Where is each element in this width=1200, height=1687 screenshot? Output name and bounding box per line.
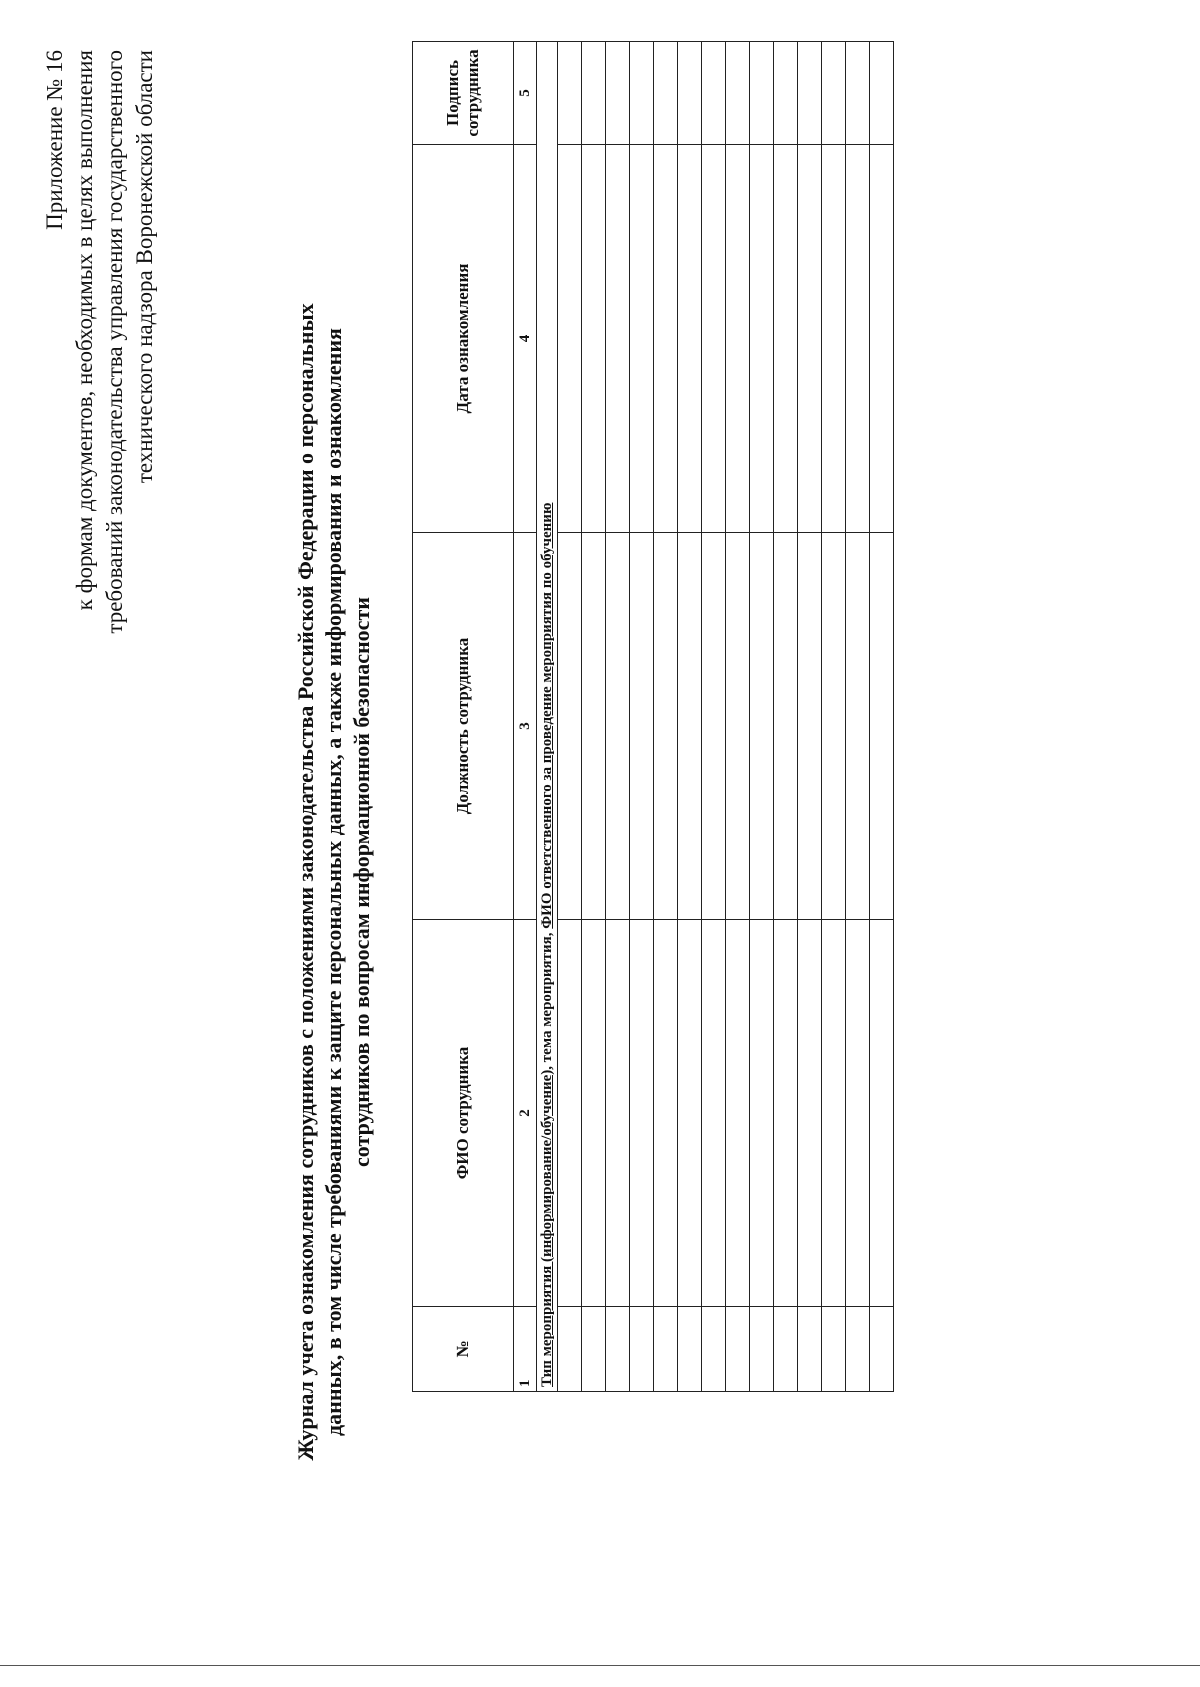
table-cell: [702, 42, 726, 145]
table-cell: [606, 145, 630, 533]
appendix-header: [40, 50, 160, 1687]
table-cell: [870, 42, 894, 145]
table-cell: [798, 145, 822, 533]
journal-table: [412, 41, 894, 1392]
header-employee-signature: Подпись сотрудника: [413, 42, 514, 145]
title-line: Журнал учета ознакомления сотрудников с положениями законодательства Российской Федерации о персональных: [293, 303, 318, 1461]
table-cell: [822, 145, 846, 533]
table-row: [606, 42, 630, 1392]
table-cell: [726, 145, 750, 533]
table-cell: [774, 42, 798, 145]
table-cell: [654, 145, 678, 533]
table-cell: [654, 1307, 678, 1392]
table-cell: [606, 42, 630, 145]
event-type-cell: [537, 42, 558, 1392]
table-cell: [606, 533, 630, 920]
title-line: сотрудников по вопросам информационной безопасности: [349, 597, 374, 1167]
table-cell: [870, 920, 894, 1307]
appendix-text-line: к формам документов, необходимых в целях выполнения: [72, 50, 97, 611]
table-cell: [582, 1307, 606, 1392]
table-cell: [846, 533, 870, 920]
title-line: данных, в том числе требованиями к защите персональных данных, а также информирования и ознакомления: [321, 328, 346, 1436]
table-cell: [702, 145, 726, 533]
table-cell: [870, 1307, 894, 1392]
table-row: [558, 42, 582, 1392]
header-acquaintance-date: Дата ознакомления: [413, 145, 514, 533]
table-row: [750, 42, 774, 1392]
table-cell: [774, 145, 798, 533]
header-employee-position: Должность сотрудника: [413, 533, 514, 920]
table-cell: [702, 920, 726, 1307]
table-cell: [630, 920, 654, 1307]
table-cell: [846, 145, 870, 533]
table-cell: [798, 533, 822, 920]
table-row: [846, 42, 870, 1392]
table-row: [870, 42, 894, 1392]
table-cell: [846, 1307, 870, 1392]
appendix-text-line: требований законодательства управления государственного: [102, 50, 127, 634]
header-number: №: [413, 1307, 514, 1392]
table-cell: [846, 920, 870, 1307]
table-cell: [558, 533, 582, 920]
table-cell: [750, 145, 774, 533]
table-header-row: [413, 42, 514, 1392]
event-topic-label: , тема мероприятия,: [538, 928, 555, 1070]
table-cell: [654, 920, 678, 1307]
column-number-row: [514, 42, 537, 1392]
table-cell: [654, 533, 678, 920]
table-cell: [822, 533, 846, 920]
table-cell: [750, 42, 774, 145]
table-row: [630, 42, 654, 1392]
table-cell: [606, 920, 630, 1307]
table-row: [678, 42, 702, 1392]
table-row: [654, 42, 678, 1392]
table-row: [798, 42, 822, 1392]
table-cell: [630, 145, 654, 533]
table-cell: [798, 1307, 822, 1392]
table-cell: [558, 145, 582, 533]
column-number: 4: [514, 145, 537, 533]
table-cell: [726, 1307, 750, 1392]
table-cell: [774, 1307, 798, 1392]
table-row: [702, 42, 726, 1392]
table-row: [822, 42, 846, 1392]
table-cell: [606, 1307, 630, 1392]
table-cell: [558, 42, 582, 145]
table-cell: [870, 533, 894, 920]
table-cell: [630, 42, 654, 145]
table-cell: [558, 1307, 582, 1392]
event-responsible-label: ФИО ответственного за проведение мероприятия по обучению: [538, 502, 555, 929]
table-cell: [774, 920, 798, 1307]
table-cell: [822, 1307, 846, 1392]
table-cell: [678, 920, 702, 1307]
table-cell: [678, 145, 702, 533]
event-type-row: [537, 42, 558, 1392]
table-cell: [798, 920, 822, 1307]
appendix-text-line: технического надзора Воронежской области: [132, 50, 157, 484]
table-cell: [558, 920, 582, 1307]
column-number: 1: [514, 1307, 537, 1392]
header-employee-name: ФИО сотрудника: [413, 920, 514, 1307]
column-number: 5: [514, 42, 537, 145]
table-cell: [822, 920, 846, 1307]
table-cell: [726, 533, 750, 920]
table-cell: [726, 42, 750, 145]
table-cell: [750, 1307, 774, 1392]
column-number: 3: [514, 533, 537, 920]
table-cell: [774, 533, 798, 920]
event-type-label: Тип мероприятия (информирование/обучение): [538, 1069, 555, 1387]
table-cell: [678, 1307, 702, 1392]
table-cell: [630, 1307, 654, 1392]
table-cell: [702, 533, 726, 920]
table-cell: [678, 42, 702, 145]
table-cell: [750, 533, 774, 920]
table-cell: [582, 42, 606, 145]
table-cell: [678, 533, 702, 920]
journal-title: [292, 267, 376, 1497]
table-cell: [702, 1307, 726, 1392]
table-row: [774, 42, 798, 1392]
table-cell: [582, 920, 606, 1307]
table-cell: [582, 533, 606, 920]
column-number: 2: [514, 920, 537, 1307]
table-cell: [726, 920, 750, 1307]
table-cell: [582, 145, 606, 533]
page-bottom-rule: [0, 1665, 1200, 1666]
table-cell: [798, 42, 822, 145]
table-row: [582, 42, 606, 1392]
table-cell: [822, 42, 846, 145]
table-cell: [846, 42, 870, 145]
table-cell: [870, 145, 894, 533]
table-row: [726, 42, 750, 1392]
table-cell: [750, 920, 774, 1307]
appendix-number: Приложение № 16: [42, 50, 67, 230]
table-cell: [630, 533, 654, 920]
table-cell: [654, 42, 678, 145]
